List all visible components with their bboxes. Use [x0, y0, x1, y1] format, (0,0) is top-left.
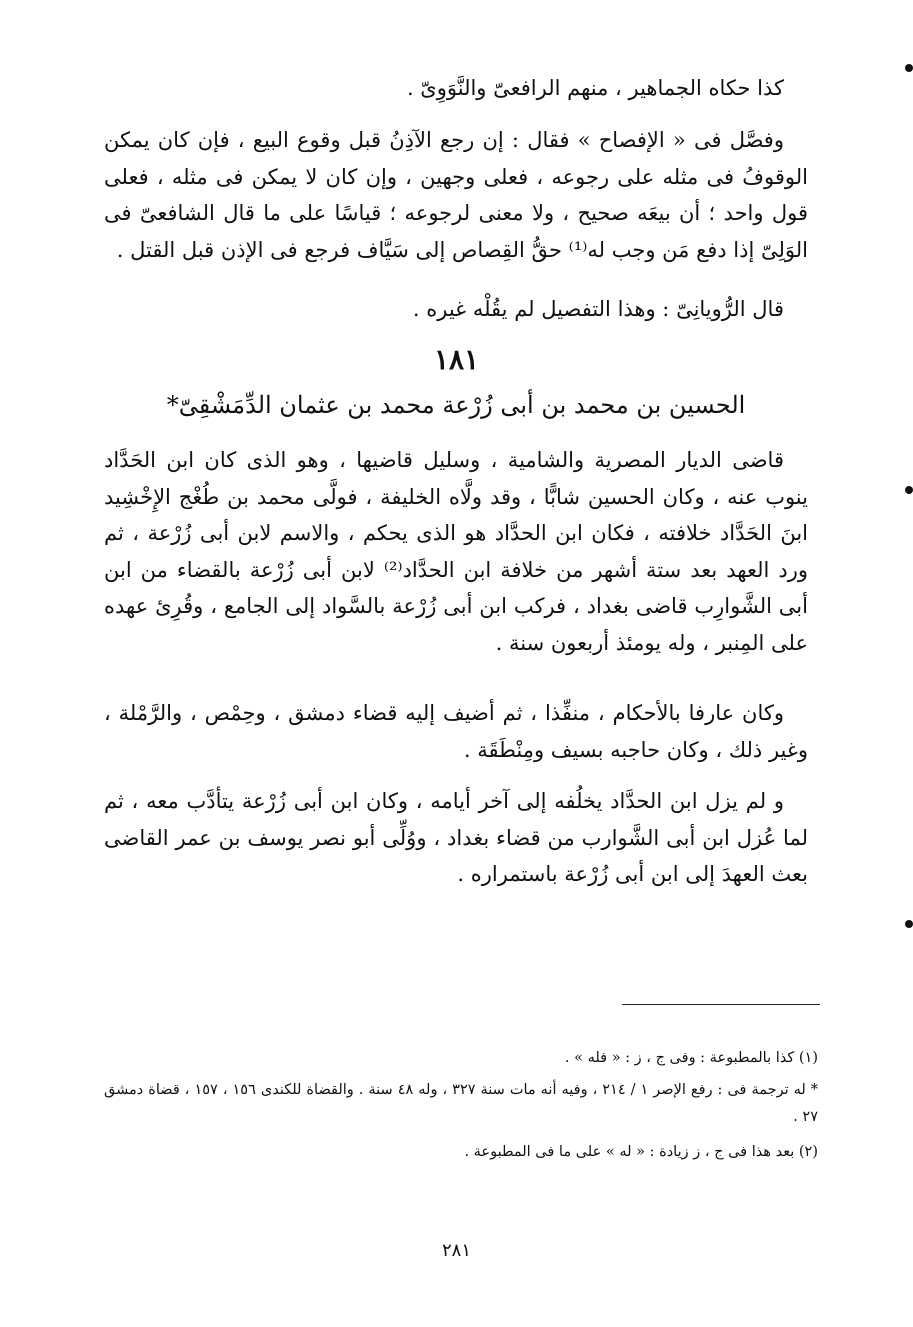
body-paragraph: كذا حكاه الجماهير ، منهم الرافعىّ والنَّوَوِىّ . — [406, 76, 784, 100]
entry-paragraph: وكان عارفا بالأحكام ، منفِّذا ، ثم أضيف إليه قضاء دمشق ، وحِمْص ، والرَّمْلة ، وغير ذلك ، وكان حاجبه بسيف ومِنْطَقَة . — [104, 701, 808, 762]
body-paragraph: وفصَّل فى « الإفصاح » فقال : إن رجع الآذِنُ قبل وقوع البيع ، فإن كان يمكن الوقوفُ فى مثله على رجوعه ، فعلى وجهين ، وإن كان لا يمكن فى مثله ، فعلى قول واحد ؛ أن بيعَه صحيح ، ولا معنى لرجوعه ؛ قياسًا على ما قال الشافعىّ فى الوَلِىّ إذا دفع مَن وجب له⁽¹⁾ حقُّ القِصاص إلى سَيَّاف فرجع فى الإذن قبل القتل . — [104, 128, 808, 262]
margin-dot — [905, 64, 913, 72]
margin-dot — [905, 486, 913, 494]
page-number: ٢٨١ — [441, 1240, 471, 1261]
footnote: * له ترجمة فى : رفع الإصر ١ / ٢١٤ ، وفيه أنه مات سنة ٣٢٧ ، وله ٤٨ سنة . والقضاة للكندى ١٥٦ ، ١٥٧ ، قضاة دمشق ٢٧ . — [104, 1082, 819, 1125]
entry-title: الحسين بن محمد بن أبى زُرْعة محمد بن عثمان الدِّمَشْقِىّ* — [166, 391, 746, 419]
footnote-separator — [622, 1004, 820, 1005]
body-paragraph: قال الرُّويانِىّ : وهذا التفصيل لم يقُلْه غيره . — [412, 297, 784, 321]
entry-number: ١٨١ — [433, 343, 480, 376]
margin-dot — [905, 920, 913, 928]
entry-paragraph: و لم يزل ابن الحدَّاد يخلُفه إلى آخر أيامه ، وكان ابن أبى زُرْعة يتأدَّب معه ، ثم لما عُزل ابن أبى الشَّوارب من قضاء بغداد ، ووُلِّى أبو نصر يوسف بن عمر القاضى بعث العهدَ إلى ابن أبى زُرْعة باستمراره . — [104, 789, 808, 886]
entry-paragraph: قاضى الديار المصرية والشامية ، وسليل قاضيها ، وهو الذى كان ابن الحَدَّاد ينوب عنه ، وكان الحسين شابًّا ، وقد ولَّاه الخليفة ، فولَّى محمد بن طُغْج الإِخْشِيد ابنَ الحَدَّاد خلافته ، فكان ابن الحدَّاد هو الذى يحكم ، والاسم لابن أبى زُرْعة ، ثم ورد العهد بعد ستة أشهر من خلافة ابن الحدَّاد⁽²⁾ لابن أبى زُرْعة بالقضاء من ابن أبى الشَّوارِب قاضى بغداد ، فركب ابن أبى زُرْعة بالسَّواد إلى الجامع ، وقُرِئ عهده على المِنبر ، وله يومئذ أربعون سنة . — [104, 448, 809, 655]
footnote: (١) كذا بالمطبوعة : وفى ج ، ز : « فله » . — [564, 1050, 818, 1066]
footnote: (٢) بعد هذا فى ج ، ز زيادة : « له » على ما فى المطبوعة . — [464, 1144, 818, 1160]
